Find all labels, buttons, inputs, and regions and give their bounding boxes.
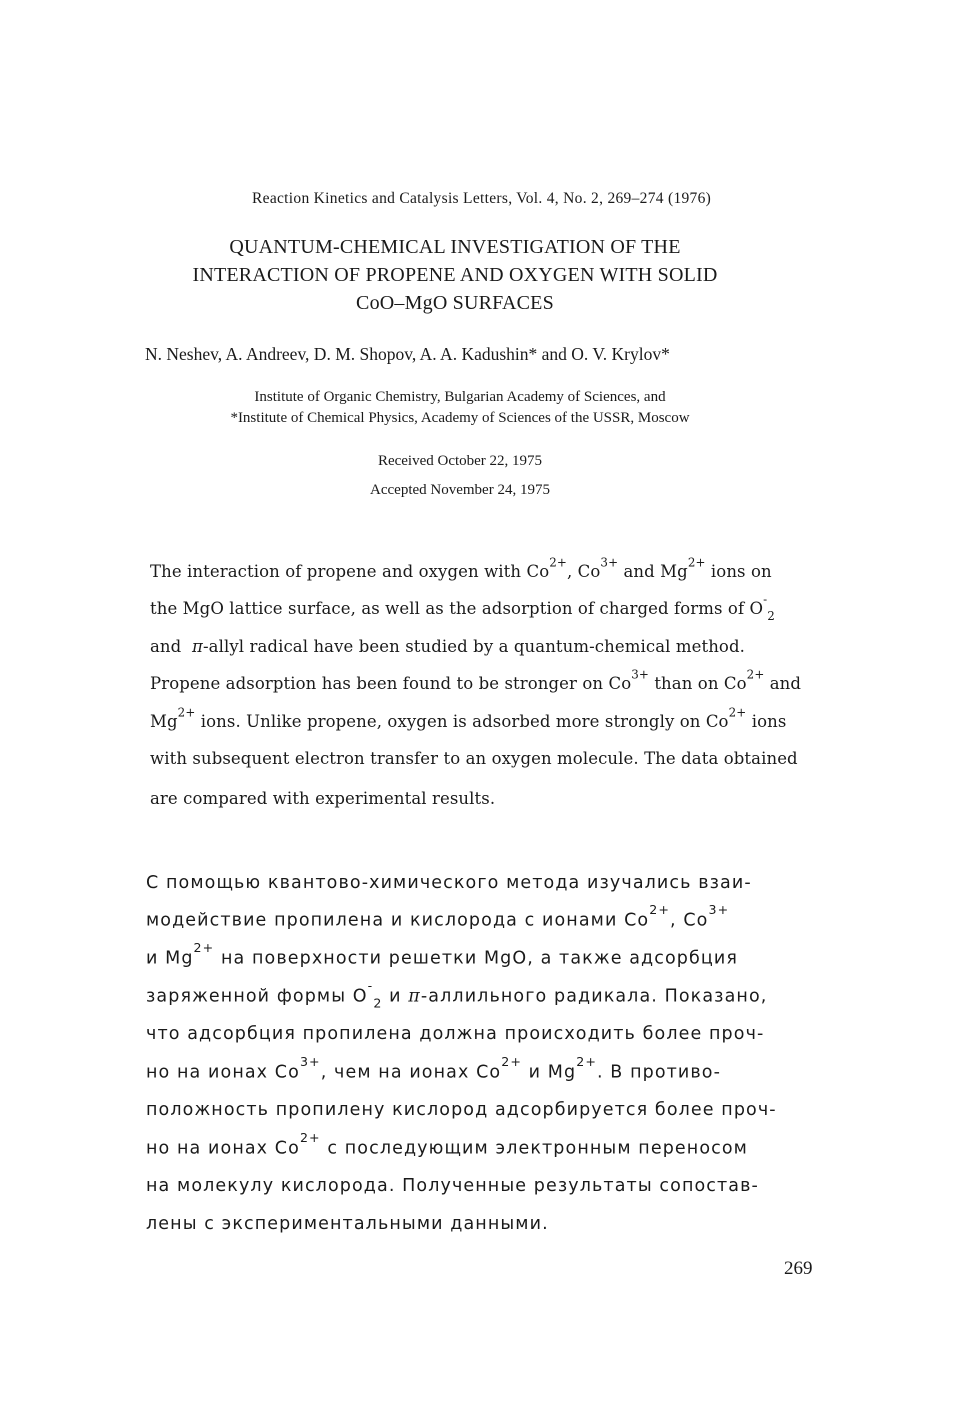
abstract-ru-line: С помощью квантово-химического метода изучались взаи- bbox=[146, 873, 752, 893]
abstract-ru-line: и $Mg^{2+}$ на поверхности решетки MgO, а также адсорбция bbox=[146, 940, 739, 969]
author-list: N. Neshev, A. Andreev, D. M. Shopov, A. A. Kadushin* and O. V. Krylov* bbox=[145, 344, 670, 364]
abstract-ru-line: положность пропилену кислород адсорбируется более проч- bbox=[146, 1100, 777, 1120]
abstract-ru-line: но на ионах $Co^{3+}$, чем на ионах $Co^{2+}$ и $Mg^{2+}$. В противо- bbox=[146, 1054, 722, 1083]
paper-title-line-1: QUANTUM-CHEMICAL INVESTIGATION OF THE bbox=[229, 236, 681, 258]
abstract-en-line: The interaction of propene and oxygen with $Co^{2+}$, $Co^{3+}$ and $Mg^{2+}$ ions on bbox=[150, 555, 772, 581]
affiliation-line-1: Institute of Organic Chemistry, Bulgarian Academy of Sciences, and bbox=[254, 389, 666, 405]
abstract-ru-line: на молекулу кислорода. Полученные результаты сопостав- bbox=[146, 1176, 759, 1196]
abstract-en-line: Propene adsorption has been found to be stronger on $Co^{3+}$ than on $Co^{2+}$ and bbox=[150, 667, 802, 693]
received-date: Received October 22, 1975 bbox=[377, 453, 543, 469]
abstract-ru-line: но на ионах $Co^{2+}$ с последующим электронным переносом bbox=[146, 1130, 748, 1159]
journal-citation: Reaction Kinetics and Catalysis Letters, Vol. 4, No. 2, 269–274 (1976) bbox=[252, 190, 712, 207]
abstract-en-line: the MgO lattice surface, as well as the adsorption of charged forms of $O^-_2$ bbox=[150, 592, 775, 623]
affiliation-line-2: *Institute of Chemical Physics, Academy of Sciences of the USSR, Moscow bbox=[230, 410, 690, 426]
abstract-ru-line: заряженной формы $O^-_2$ и π-аллильного радикала. Показано, bbox=[146, 978, 768, 1011]
abstract-en-line: with subsequent electron transfer to an oxygen molecule. The data obtained bbox=[150, 749, 798, 768]
paper-title-line-3: CoO–MgO SURFACES bbox=[356, 292, 554, 314]
page-number: 269 bbox=[784, 1258, 813, 1279]
abstract-ru-line: модействие пропилена и кислорода с ионами $Co^{2+}$, $Co^{3+}$ bbox=[146, 902, 730, 931]
abstract-en-line: $Mg^{2+}$ ions. Unlike propene, oxygen is adsorbed more strongly on $Co^{2+}$ ions bbox=[150, 705, 787, 731]
abstract-ru-line: лены с экспериментальными данными. bbox=[146, 1214, 549, 1234]
pi-symbol: π bbox=[408, 986, 421, 1007]
abstract-en-line: and π-allyl radical have been studied by a quantum-chemical method. bbox=[150, 637, 745, 656]
abstract-en-line: are compared with experimental results. bbox=[150, 789, 496, 808]
accepted-date: Accepted November 24, 1975 bbox=[370, 482, 550, 498]
paper-title-line-2: INTERACTION OF PROPENE AND OXYGEN WITH SOLID bbox=[192, 264, 718, 286]
abstract-ru-line: что адсорбция пропилена должна происходить более проч- bbox=[146, 1024, 765, 1044]
pi-symbol: π bbox=[192, 637, 203, 656]
